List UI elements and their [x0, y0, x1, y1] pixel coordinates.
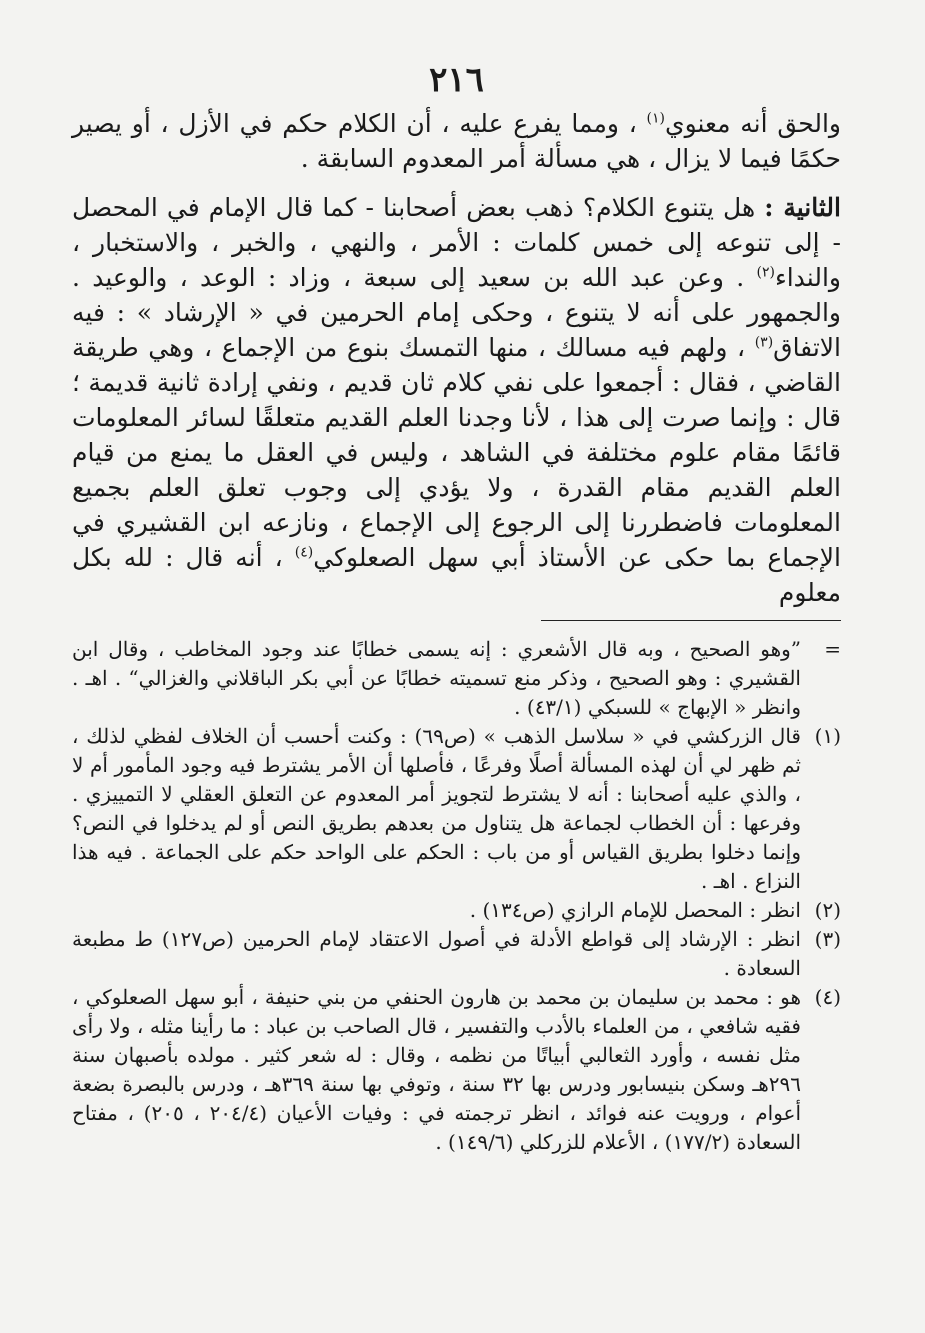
page-number: ٢١٦	[429, 60, 484, 100]
footnote	[72, 983, 841, 1157]
paragraph	[72, 106, 841, 176]
paragraph-text: ، ولهم فيه مسالك ، منها التمسك بنوع من الإجماع ، وهي طريقة القاضي ، فقال : أجمعوا على نفي كلام ثان قديم ، ونفي إرادة ثانية قديمة ؛ قال : وإنما صرت إلى هذا ، لأنا وجدنا العلم القديم متعلقًا لسائر المعلومات قائمًا مقام علوم مختلفة في الشاهد ، وليس في العقل ما يمنع من قيام العلم القديم مقام القدرة ، ولا يؤدي إلى وجوب تعلق العلم بجميع المعلومات فاضطررنا إلى الرجوع إلى الإجماع ، ونازعه ابن القشيري في الإجماع بما حكى عن الأستاذ أبي سهل الصعلوكي	[72, 333, 841, 572]
footnote-text: انظر : الإرشاد إلى قواطع الأدلة في أصول الاعتقاد لإمام الحرمين (ص١٢٧) ط مطبعة السعادة .	[72, 927, 801, 980]
footnote-text: هو : محمد بن سليمان بن محمد بن هارون الحنفي من بني حنيفة ، أبو سهل الصعلوكي ، فقيه شافعي ، من العلماء بالأدب والتفسير ، قال الصاحب بن عباد : ما رأينا مثله ، ولا رأى مثل نفسه ، وأورد الثعالبي أبياتًا من نظمه ، وقال : له شعر كثير . مولده بأصبهان سنة ٢٩٦هـ وسكن بنيسابور ودرس بها ٣٢ سنة ، وتوفي بها سنة ٣٦٩هـ ، ودرس بالبصرة بضعة أعوام ، ورويت عنه فوائد ، انظر ترجمته في : وفيات الأعيان (٢٠٤/٤ ، ٢٠٥) ، مفتاح السعادة (١٧٧/٢) ، الأعلام للزركلي (١٤٩/٦) .	[72, 985, 802, 1154]
footnote-marker: (٢)	[814, 898, 841, 922]
paragraph-text: هل يتنوع الكلام؟ ذهب بعض أصحابنا - كما قال الإمام في المحصل - إلى تنوعه إلى خمس كلمات : الأمر ، والنهي ، والخبر ، والاستخبار ، والنداء	[72, 193, 841, 292]
paragraph	[72, 190, 841, 610]
main-text	[72, 106, 841, 610]
footnote	[72, 635, 841, 722]
footnote-text: ”وهو الصحيح ، وبه قال الأشعري : إنه يسمى خطابًا عند وجود المخاطب ، وقال ابن القشيري : وهو الصحيح ، وذكر منع تسميته خطابًا عن أبي بكر الباقلاني والغزالي“ . اهـ . وانظر « الإبهاج » للسبكي (٤٣/١) .	[72, 637, 801, 719]
footnote-ref: (٢)	[756, 264, 775, 281]
footnote-text: قال الزركشي في « سلاسل الذهب » (ص٦٩) : وكنت أحسب أن الخلاف لفظي لذلك ، ثم ظهر لي أن لهذه المسألة أصلًا وفرعًا ، فأصلها أن الأمر يشترط فيه وجود المأمور أم لا ، والذي عليه أصحابنا : أنه لا يشترط لتجويز أمر المعدوم عن التعلق العقلي لا التمييزي . وفرعها : أن الخطاب لجماعة هل يتناول من بعدهم بطريق النص أو لم يدخلوا في النص؟ وإنما دخلوا بطريق القياس أو من باب : الحكم على الواحد حكم على الجماعة . فيه هذا النزاع . اهـ .	[72, 724, 801, 893]
footnote-divider	[541, 620, 841, 621]
footnote-marker: (١)	[814, 724, 841, 748]
footnote-ref: (٣)	[754, 334, 774, 351]
paragraph-lead: الثانية :	[764, 193, 841, 222]
footnote-ref: (٤)	[294, 544, 314, 561]
footnote-marker: (٤)	[814, 985, 841, 1009]
footnote-marker: =	[824, 637, 841, 661]
paragraph-text: ، ومما يفرع عليه ، أن الكلام حكم في الأزل ، أو يصير حكمًا فيما لا يزال ، هي مسألة أمر المعدوم السابقة .	[72, 109, 841, 173]
paragraph-text: . وعن عبد الله بن سعيد إلى سبعة ، وزاد : الوعد ، والوعيد . والجمهور على أنه لا يتنوع ، وحكى إمام الحرمين في « الإرشاد » : فيه الاتفاق	[72, 263, 841, 362]
paragraph-text: والحق أنه معنوي	[665, 109, 841, 138]
footnote	[72, 925, 841, 983]
footnote-marker: (٣)	[814, 927, 841, 951]
footnote-ref: (١)	[646, 110, 666, 127]
footnote	[72, 896, 841, 925]
footnotes	[72, 635, 841, 1157]
footnote-text: انظر : المحصل للإمام الرازي (ص١٣٤) .	[469, 898, 801, 922]
footnote	[72, 722, 841, 896]
paragraph-text: ، أنه قال : لله بكل معلوم	[72, 543, 841, 607]
